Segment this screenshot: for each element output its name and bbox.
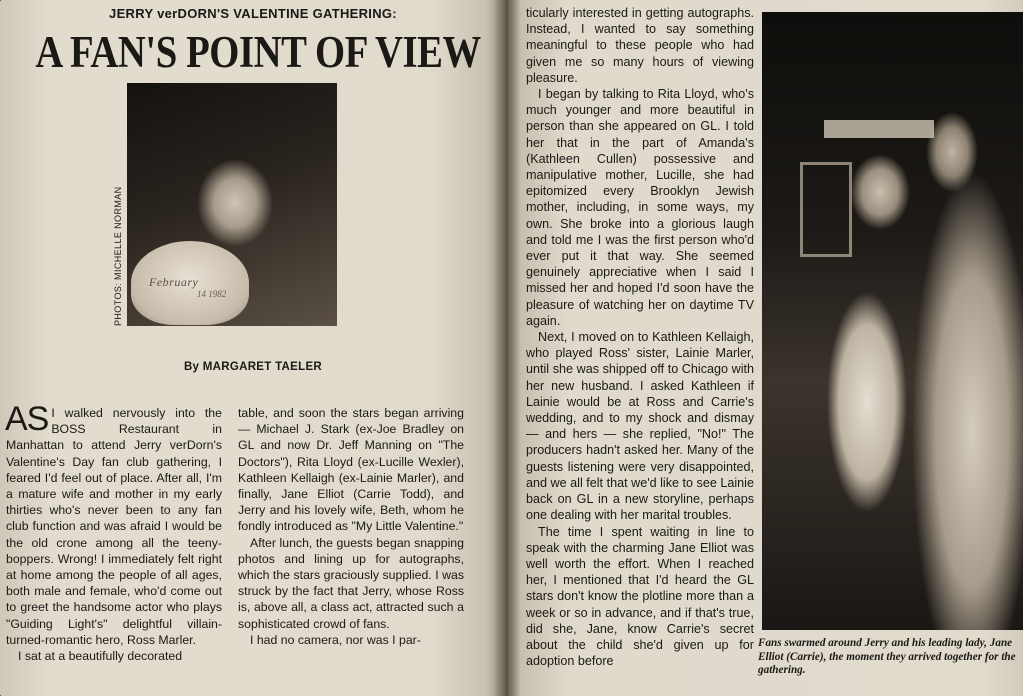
jerry-verdorn-photo (127, 83, 337, 326)
paragraph: I sat at a beautifully decorated (18, 649, 183, 664)
drop-cap: AS (5, 400, 49, 438)
paragraph: Next, I moved on to Kathleen Kellaigh, who played Ross' sister, Lainie Marler, until she was shipped off to Chicago with her new husband. I asked Kathleen if Lainie would be at Ross and Carrie's wedding, and to my shock and dismay — and hers — she replied, "No!" The producers hadn't asked her. Many of the guests listening were very disappointed, and we all felt that we'd like to see Lainie back on GL in a new storyline, perhaps one dealing with her marital troubles. (526, 330, 754, 523)
photo-caption: Fans swarmed around Jerry and his leading lady, Jane Elliot (Carrie), the moment they arrived together for the gathering. (758, 637, 1016, 676)
photo-credit: PHOTOS: MICHELLE NORMAN (113, 186, 123, 326)
paragraph: ticularly interested in getting autographs. Instead, I wanted to say something meaningful to these people who had given me so many hours of viewing pleasure. (526, 6, 754, 85)
paragraph: table, and soon the stars began arriving — Michael J. Stark (ex-Joe Bradley on GL and now Dr. Jeff Manning on "The Doctors"), Rita Lloyd (ex-Lucille Wexler), Kathleen Kellaigh (ex-Lainie Marler), and finally, Jane Elliot (Carrie Todd), and Jerry and his lovely wife, Beth, whom he fondly introduced as "My Little Valentine." (238, 406, 464, 534)
paragraph: I had no camera, nor was I par- (250, 632, 421, 647)
article-column-1 (5, 400, 222, 664)
left-page (0, 0, 506, 696)
window-frame (800, 162, 852, 257)
heart-pillow-date: 14 1982 (197, 289, 227, 299)
restaurant-sign (824, 120, 934, 138)
paragraph: After lunch, the guests began snapping photos and lining up for autographs, which the stars graciously supplied. I was struck by the fact that Jerry, whose Ross is, above all, a class act, attracted such a sophisticated crowd of fans. (238, 535, 464, 631)
fans-crowd-photo (762, 12, 1023, 630)
paragraph: The time I spent waiting in line to speak with the charming Jane Elliot was well worth the effort. When I reached her, I mentioned that I'd heard the GL stars don't know the plotline more than a week or so in advance, and if that's true, did she, Jane, know Carrie's secret about the child she'd given up for adoption before (526, 524, 754, 669)
book-gutter (494, 0, 520, 696)
heart-pillow-text: February (149, 275, 199, 289)
kicker: JERRY verDORN'S VALENTINE GATHERING: (109, 6, 397, 21)
paragraph: I walked nervously into the BOSS Restaurant in Manhattan to attend Jerry verDorn's Valentine's Day fan club gathering, I feared I'd feel out of place. After all, I'm a mature wife and mother in my early thirties who's never been to any fan club function and was afraid I would be the old crone among all the teeny-boppers. Wrong! I immediately felt right at home among the people of all ages, both male and female, who'd come out to greet the handsome actor who plays "Guiding Light's" delightful villain-turned-romantic hero, Ross Marler. (6, 406, 222, 647)
article-column-2 (238, 405, 464, 648)
article-column-3 (526, 5, 754, 669)
paragraph: I began by talking to Rita Lloyd, who's much younger and more beautiful in person than she appeared on GL. I told her that in the part of Amanda's (Kathleen Cullen) possessive and manipulative mother, Lucille, she had epitomized every Brooklyn Jewish mother, including, in some ways, my own. She broke into a glorious laugh and told me I was the first person who'd ever put it that way. She seemed genuinely appreciative when I said I missed her and hoped I'd soon have the pleasure of watching her on daytime TV again. (526, 87, 754, 328)
byline: By MARGARET TAELER (183, 361, 323, 373)
headline: A FAN'S POINT OF VIEW (35, 27, 481, 77)
